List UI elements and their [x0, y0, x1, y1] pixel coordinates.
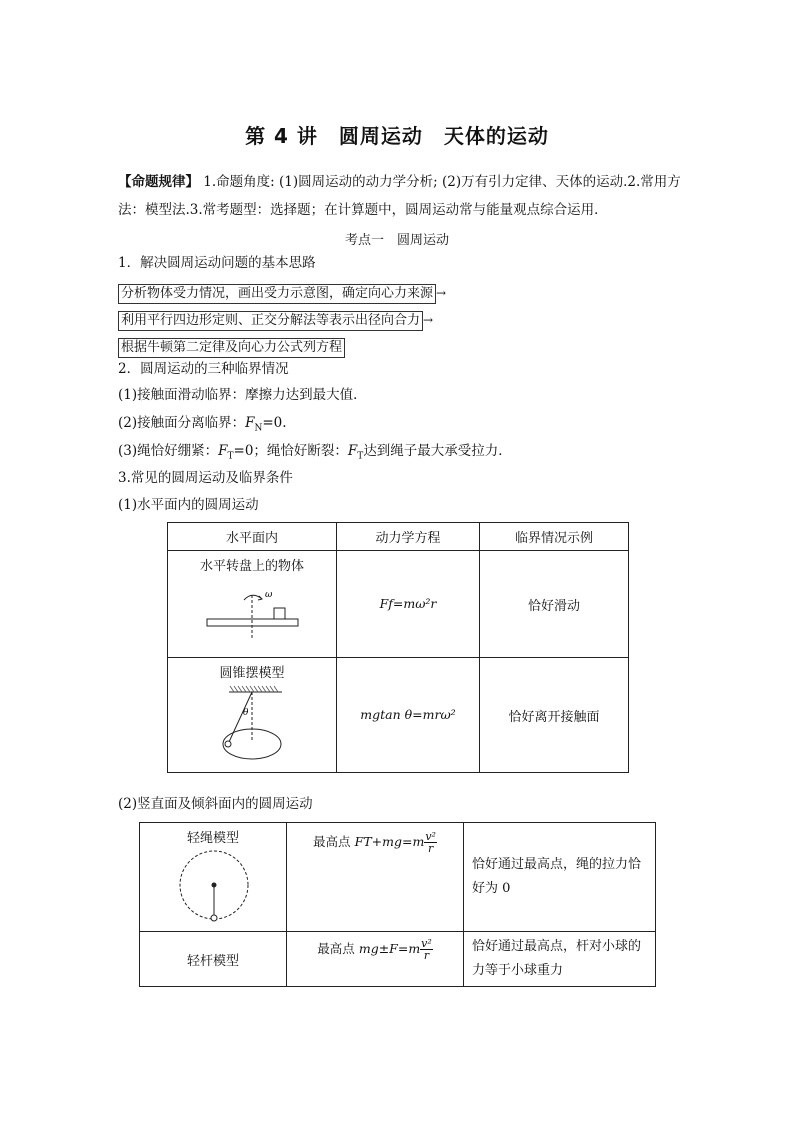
crit-2-formula: F — [245, 415, 255, 431]
table-row — [168, 551, 629, 658]
fraction-numerator: v² — [425, 830, 436, 843]
crit-2-sub: N — [254, 423, 263, 434]
critical-cell: 恰好通过最高点，杆对小球的力等于小球重力 — [464, 932, 656, 987]
model-cell: 轻杆模型 — [140, 932, 287, 987]
table-header-cell: 临界情况示例 — [480, 523, 629, 551]
equation-cell — [337, 551, 480, 658]
table-horizontal — [167, 522, 629, 773]
fraction-numerator: v² — [421, 937, 432, 950]
equation: Ff=mω²r — [379, 596, 437, 611]
equation-cell — [287, 823, 464, 932]
intro-tag: 【命题规律】 — [118, 174, 199, 190]
table-row — [140, 823, 656, 932]
table-row — [168, 658, 629, 773]
fraction — [420, 938, 433, 961]
crit-3-s1: T — [227, 451, 234, 462]
step-3-box: 根据牛顿第二定律及向心力公式列方程 — [118, 338, 345, 358]
crit-3-t1: =0；绳恰好断裂： — [233, 443, 348, 459]
table-header-row — [168, 523, 629, 551]
equation: mgtan θ=mrω² — [360, 707, 456, 722]
fraction-denominator: r — [423, 949, 430, 962]
heading-3: 3.常见的圆周运动及临界条件 — [118, 470, 293, 486]
step-3 — [118, 336, 345, 358]
equation: FT+mg=m — [354, 834, 425, 849]
crit-1: (1)接触面滑动临界：摩擦力达到最大值． — [118, 387, 367, 403]
intro-text-1: 1.命题角度: (1)圆周运动的动力学分析; (2)万有引力定律、天体的运动.2.常用方 — [203, 174, 681, 190]
theta-label: θ — [243, 708, 249, 718]
critical-cell: 恰好离开接触面 — [480, 658, 629, 773]
crit-3-f2: F — [347, 443, 358, 459]
crit-2 — [118, 411, 287, 441]
crit-2-text: (2)接触面分离临界： — [118, 415, 246, 431]
crit-3 — [118, 439, 512, 469]
section-heading: 考点一 圆周运动 — [344, 233, 449, 248]
heading-1: 1．解决圆周运动问题的基本思路 — [118, 255, 316, 271]
eq-prefix: 最高点 — [317, 941, 355, 956]
fraction-denominator: r — [428, 842, 434, 855]
page-title: 第 4 讲 圆周运动 天体的运动 — [245, 124, 549, 148]
sub-heading-1: (1)水平面内的圆周运动 — [118, 497, 259, 513]
model-cell — [168, 658, 337, 773]
equation-cell — [287, 932, 464, 987]
step-2-box: 利用平行四边形定则、正交分解法等表示出径向合力 — [118, 311, 423, 331]
equation: mg±F=m — [358, 941, 421, 956]
crit-3-text: (3)绳恰好绷紧： — [118, 443, 219, 459]
crit-3-s2: T — [357, 451, 364, 462]
intro-line-1 — [118, 170, 698, 194]
step-1 — [118, 282, 446, 304]
model-cell — [140, 823, 287, 932]
arrow-right-icon: → — [436, 286, 447, 300]
heading-2: 2．圆周运动的三种临界情况 — [118, 361, 289, 377]
arrow-right-icon: → — [423, 313, 434, 327]
model-label: 轻绳模型 — [186, 831, 239, 846]
step-1-box: 分析物体受力情况，画出受力示意图，确定向心力来源 — [118, 284, 436, 304]
omega-label: ω — [265, 590, 273, 600]
sub-heading-2: (2)竖直面及倾斜面内的圆周运动 — [118, 796, 313, 812]
step-2 — [118, 309, 433, 331]
critical-cell: 恰好通过最高点，绳的拉力恰好为 0 — [464, 823, 656, 932]
intro-line-2: 法：模型法.3.常考题型：选择题；在计算题中，圆周运动常与能量观点综合运用． — [118, 202, 608, 218]
fraction — [424, 831, 437, 854]
table-header-cell: 动力学方程 — [337, 523, 480, 551]
model-label: 圆锥摆模型 — [219, 666, 285, 681]
table-header-cell: 水平面内 — [168, 523, 337, 551]
crit-3-f1: F — [218, 443, 228, 459]
model-cell — [168, 551, 337, 658]
critical-cell: 恰好滑动 — [480, 551, 629, 658]
crit-2-tail: =0. — [262, 415, 287, 431]
equation-cell — [337, 658, 480, 773]
table-vertical — [139, 822, 656, 987]
crit-3-t2: 达到绳子最大承受拉力． — [363, 443, 512, 459]
eq-prefix: 最高点 — [313, 834, 351, 849]
model-label: 水平转盘上的物体 — [199, 559, 304, 574]
table-row — [140, 932, 656, 987]
